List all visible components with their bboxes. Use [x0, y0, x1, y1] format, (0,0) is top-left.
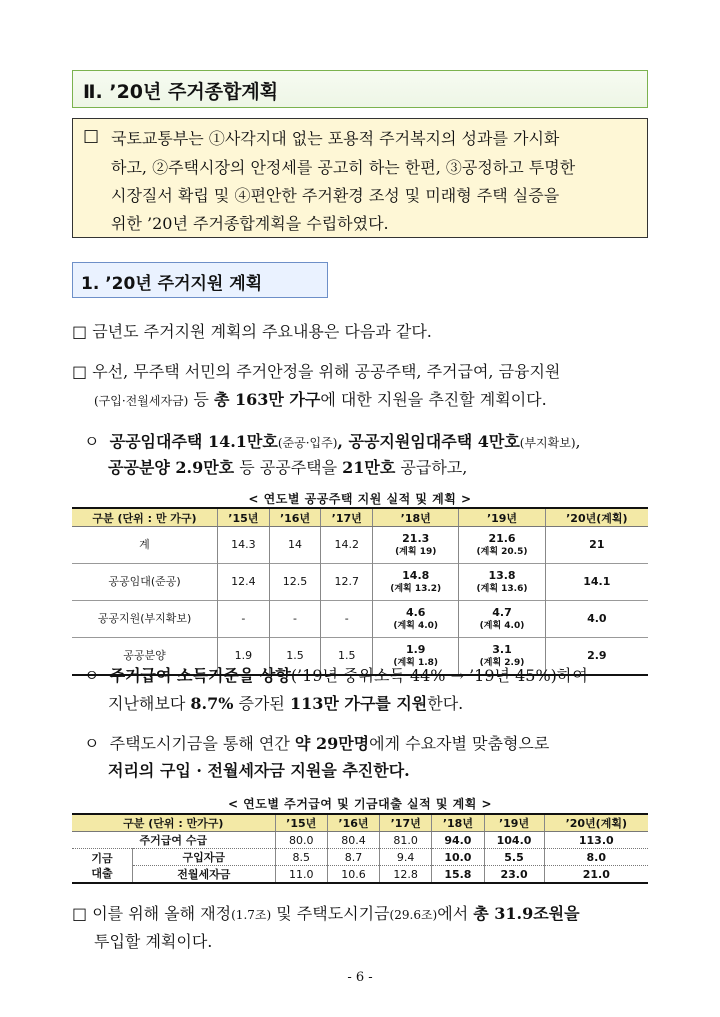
- cell: 8.5: [275, 849, 327, 866]
- para-text: 및 주택도시기금: [271, 904, 390, 923]
- cell: 21: [545, 527, 648, 564]
- bullet-1-line-2: [108, 454, 467, 482]
- bullet-text: ,: [575, 432, 581, 451]
- para-note: (1.7조): [231, 908, 272, 922]
- cell-value: 1.9: [405, 642, 426, 656]
- bullet-note: (부지확보): [519, 436, 576, 450]
- cell-note: (계획 4.0): [479, 620, 525, 631]
- cell: [459, 601, 545, 638]
- bullet-3-line-2: 저리의 구입 · 전월세자금 지원을 추진한다.: [108, 761, 410, 780]
- bullet-1: [84, 428, 581, 457]
- row-label: 공공임대(준공): [72, 564, 218, 601]
- cell: [459, 564, 545, 601]
- cell: 12.5: [269, 564, 321, 601]
- table-row: [72, 849, 648, 866]
- cell: 94.0: [432, 832, 484, 849]
- row-label: 전월세자금: [133, 866, 276, 884]
- cell-value: 4.6: [405, 605, 426, 619]
- cell: 10.6: [327, 866, 379, 884]
- subsection-header: [72, 262, 328, 298]
- cell: 14.3: [218, 527, 270, 564]
- cell: 11.0: [275, 866, 327, 884]
- box-bullet: □: [83, 126, 100, 146]
- header-2017: ’17년: [321, 508, 373, 527]
- bullet-note: (준공·입주): [277, 436, 338, 450]
- cell: -: [269, 601, 321, 638]
- para-text: 이를 위해 올해 재정: [92, 904, 232, 923]
- cell-value: 3.1: [492, 642, 512, 656]
- header-2018: ’18년: [373, 508, 459, 527]
- cell: 113.0: [544, 832, 648, 849]
- cell: 5.5: [484, 849, 544, 866]
- section-title: Ⅱ. ’20년 주거종합계획: [83, 81, 279, 103]
- para-text: 에 대한 지원을 추진할 계획이다.: [320, 390, 547, 409]
- para-note: (29.6조): [389, 908, 438, 922]
- housing-benefit-table: [72, 813, 648, 884]
- cell: -: [321, 601, 373, 638]
- header-2016: ’16년: [269, 508, 321, 527]
- header-2015: ’15년: [275, 814, 327, 832]
- cell-note: (계획 1.8): [393, 657, 439, 668]
- bullet-text: 지난해보다: [108, 694, 191, 713]
- cell: 1.5: [321, 638, 373, 676]
- table-header-row: [72, 508, 648, 527]
- subsection-title: 1. ’20년 주거지원 계획: [81, 274, 263, 294]
- bullet-text: 주택도시기금을 통해 연간: [109, 734, 295, 753]
- paragraph-3: [72, 900, 580, 929]
- box-bullet: □: [72, 362, 88, 381]
- box-bullet: □: [72, 904, 88, 923]
- cell: 8.0: [544, 849, 648, 866]
- row-label: 공공지원(부지확보): [72, 601, 218, 638]
- cell-value: 13.8: [488, 568, 516, 582]
- table-2-caption: < 연도별 주거급여 및 기금대출 실적 및 계획 >: [227, 797, 493, 811]
- paragraph-2: [72, 358, 560, 386]
- cell-note: (계획 4.0): [393, 620, 439, 631]
- box-bullet: □: [72, 322, 88, 341]
- paragraph-3-line-2: 투입할 계획이다.: [94, 932, 213, 951]
- bullet-3: [84, 730, 549, 758]
- cell-note: (계획 20.5): [476, 546, 528, 557]
- table-row: [72, 601, 648, 638]
- group-label: [72, 849, 133, 884]
- cell-note: (계획 13.2): [390, 583, 442, 594]
- paragraph-2-line-2: [94, 386, 547, 415]
- cell: 1.9: [218, 638, 270, 676]
- cell: 15.8: [432, 866, 484, 884]
- group-label-line: 기금: [91, 851, 113, 865]
- bullet-emphasis: 주거급여 소득기준을 상향: [109, 666, 291, 685]
- cell: 8.7: [327, 849, 379, 866]
- para-text: 등: [188, 390, 214, 409]
- cell: 4.0: [545, 601, 648, 638]
- cell: 12.8: [380, 866, 432, 884]
- summary-box: [72, 118, 648, 238]
- header-2019: ’19년: [484, 814, 544, 832]
- bullet-mark: ㅇ: [84, 666, 100, 685]
- cell: [373, 564, 459, 601]
- bullet-emphasis: 공공분양 2.9만호: [108, 458, 235, 477]
- table-row: [72, 866, 648, 884]
- cell-value: 4.7: [492, 605, 512, 619]
- cell: 2.9: [545, 638, 648, 676]
- bullet-mark: ㅇ: [84, 734, 100, 753]
- bullet-text: 공급하고,: [395, 458, 468, 477]
- para-text: 에서: [437, 904, 474, 923]
- cell: [373, 527, 459, 564]
- header-2020: ’20년(계획): [544, 814, 648, 832]
- public-housing-table: [72, 507, 648, 676]
- cell: 14: [269, 527, 321, 564]
- para-text: 우선, 무주택 서민의 주거안정을 위해 공공주택, 주거급여, 금융지원: [92, 362, 561, 381]
- bullet-text: 증가된: [233, 694, 290, 713]
- cell-value: 14.8: [402, 568, 430, 582]
- cell: 12.4: [218, 564, 270, 601]
- header-2020: ’20년(계획): [545, 508, 648, 527]
- cell: 14.1: [545, 564, 648, 601]
- cell: 12.7: [321, 564, 373, 601]
- para-emphasis: 총 31.9조원을: [473, 904, 580, 923]
- para-note: (구입·전월세자금): [94, 394, 189, 408]
- cell: [459, 527, 545, 564]
- cell-note: (계획 13.6): [476, 583, 528, 594]
- para-emphasis: 총 163만 가구: [213, 390, 321, 409]
- header-2015: ’15년: [218, 508, 270, 527]
- bullet-2: [84, 662, 588, 690]
- cell: 9.4: [380, 849, 432, 866]
- page-number: - 6 -: [347, 970, 373, 985]
- cell-value: 21.6: [488, 531, 516, 545]
- bullet-emphasis: 8.7%: [190, 694, 234, 713]
- header-2019: ’19년: [459, 508, 545, 527]
- header-2017: ’17년: [380, 814, 432, 832]
- cell: 1.5: [269, 638, 321, 676]
- bullet-text: 등 공공주택을: [234, 458, 343, 477]
- header-category: 구분 (단위 : 만가구): [72, 814, 275, 832]
- summary-line-4: 위한 ’20년 주거종합계획을 수립하였다.: [111, 214, 389, 233]
- table-row: [72, 527, 648, 564]
- group-label-line: 대출: [91, 866, 113, 880]
- bullet-emphasis: 21만호: [342, 458, 396, 477]
- section-header: [72, 70, 648, 108]
- cell: 81.0: [380, 832, 432, 849]
- cell: 23.0: [484, 866, 544, 884]
- bullet-emphasis: , 공공지원임대주택 4만호: [337, 432, 520, 451]
- cell: 80.0: [275, 832, 327, 849]
- summary-line-1: 국토교통부는 ①사각지대 없는 포용적 주거복지의 성과를 가시화: [111, 129, 560, 148]
- table-row: [72, 564, 648, 601]
- bullet-emphasis: 113만 가구를 지원: [289, 694, 428, 713]
- cell-note: (계획 19): [395, 546, 437, 557]
- header-2016: ’16년: [327, 814, 379, 832]
- cell: [373, 601, 459, 638]
- bullet-emphasis: 공공임대주택 14.1만호: [109, 432, 278, 451]
- row-label: 주거급여 수급: [72, 832, 275, 849]
- table-row: [72, 832, 648, 849]
- bullet-emphasis: 약 29만명: [294, 734, 370, 753]
- cell: -: [218, 601, 270, 638]
- cell: 80.4: [327, 832, 379, 849]
- summary-line-2: 하고, ②주택시장의 안정세를 공고히 하는 한편, ③공정하고 투명한: [111, 158, 576, 177]
- table-header-row: [72, 814, 648, 832]
- row-label: 계: [72, 527, 218, 564]
- bullet-2-line-2: [108, 690, 463, 718]
- bullet-text: 에게 수요자별 맞춤형으로: [369, 734, 550, 753]
- cell: 14.2: [321, 527, 373, 564]
- bullet-text: (’19년 중위소득 44% → ’19년 45%)하여: [290, 666, 588, 685]
- para-text: 금년도 주거지원 계획의 주요내용은 다음과 같다.: [92, 322, 432, 341]
- bullet-mark: ㅇ: [84, 432, 100, 451]
- paragraph-1: [72, 318, 432, 346]
- table-1-caption: < 연도별 공공주택 지원 실적 및 계획 >: [248, 492, 472, 506]
- header-category: 구분 (단위 : 만 가구): [72, 508, 218, 527]
- row-label: 구입자금: [133, 849, 276, 866]
- cell-note: (계획 2.9): [479, 657, 525, 668]
- cell: 21.0: [544, 866, 648, 884]
- summary-line-3: 시장질서 확립 및 ④편안한 주거환경 조성 및 미래형 주택 실증을: [111, 186, 560, 205]
- bullet-text: 한다.: [427, 694, 464, 713]
- cell-value: 21.3: [402, 531, 430, 545]
- cell: 104.0: [484, 832, 544, 849]
- row-label: 공공분양: [72, 638, 218, 676]
- cell: 10.0: [432, 849, 484, 866]
- header-2018: ’18년: [432, 814, 484, 832]
